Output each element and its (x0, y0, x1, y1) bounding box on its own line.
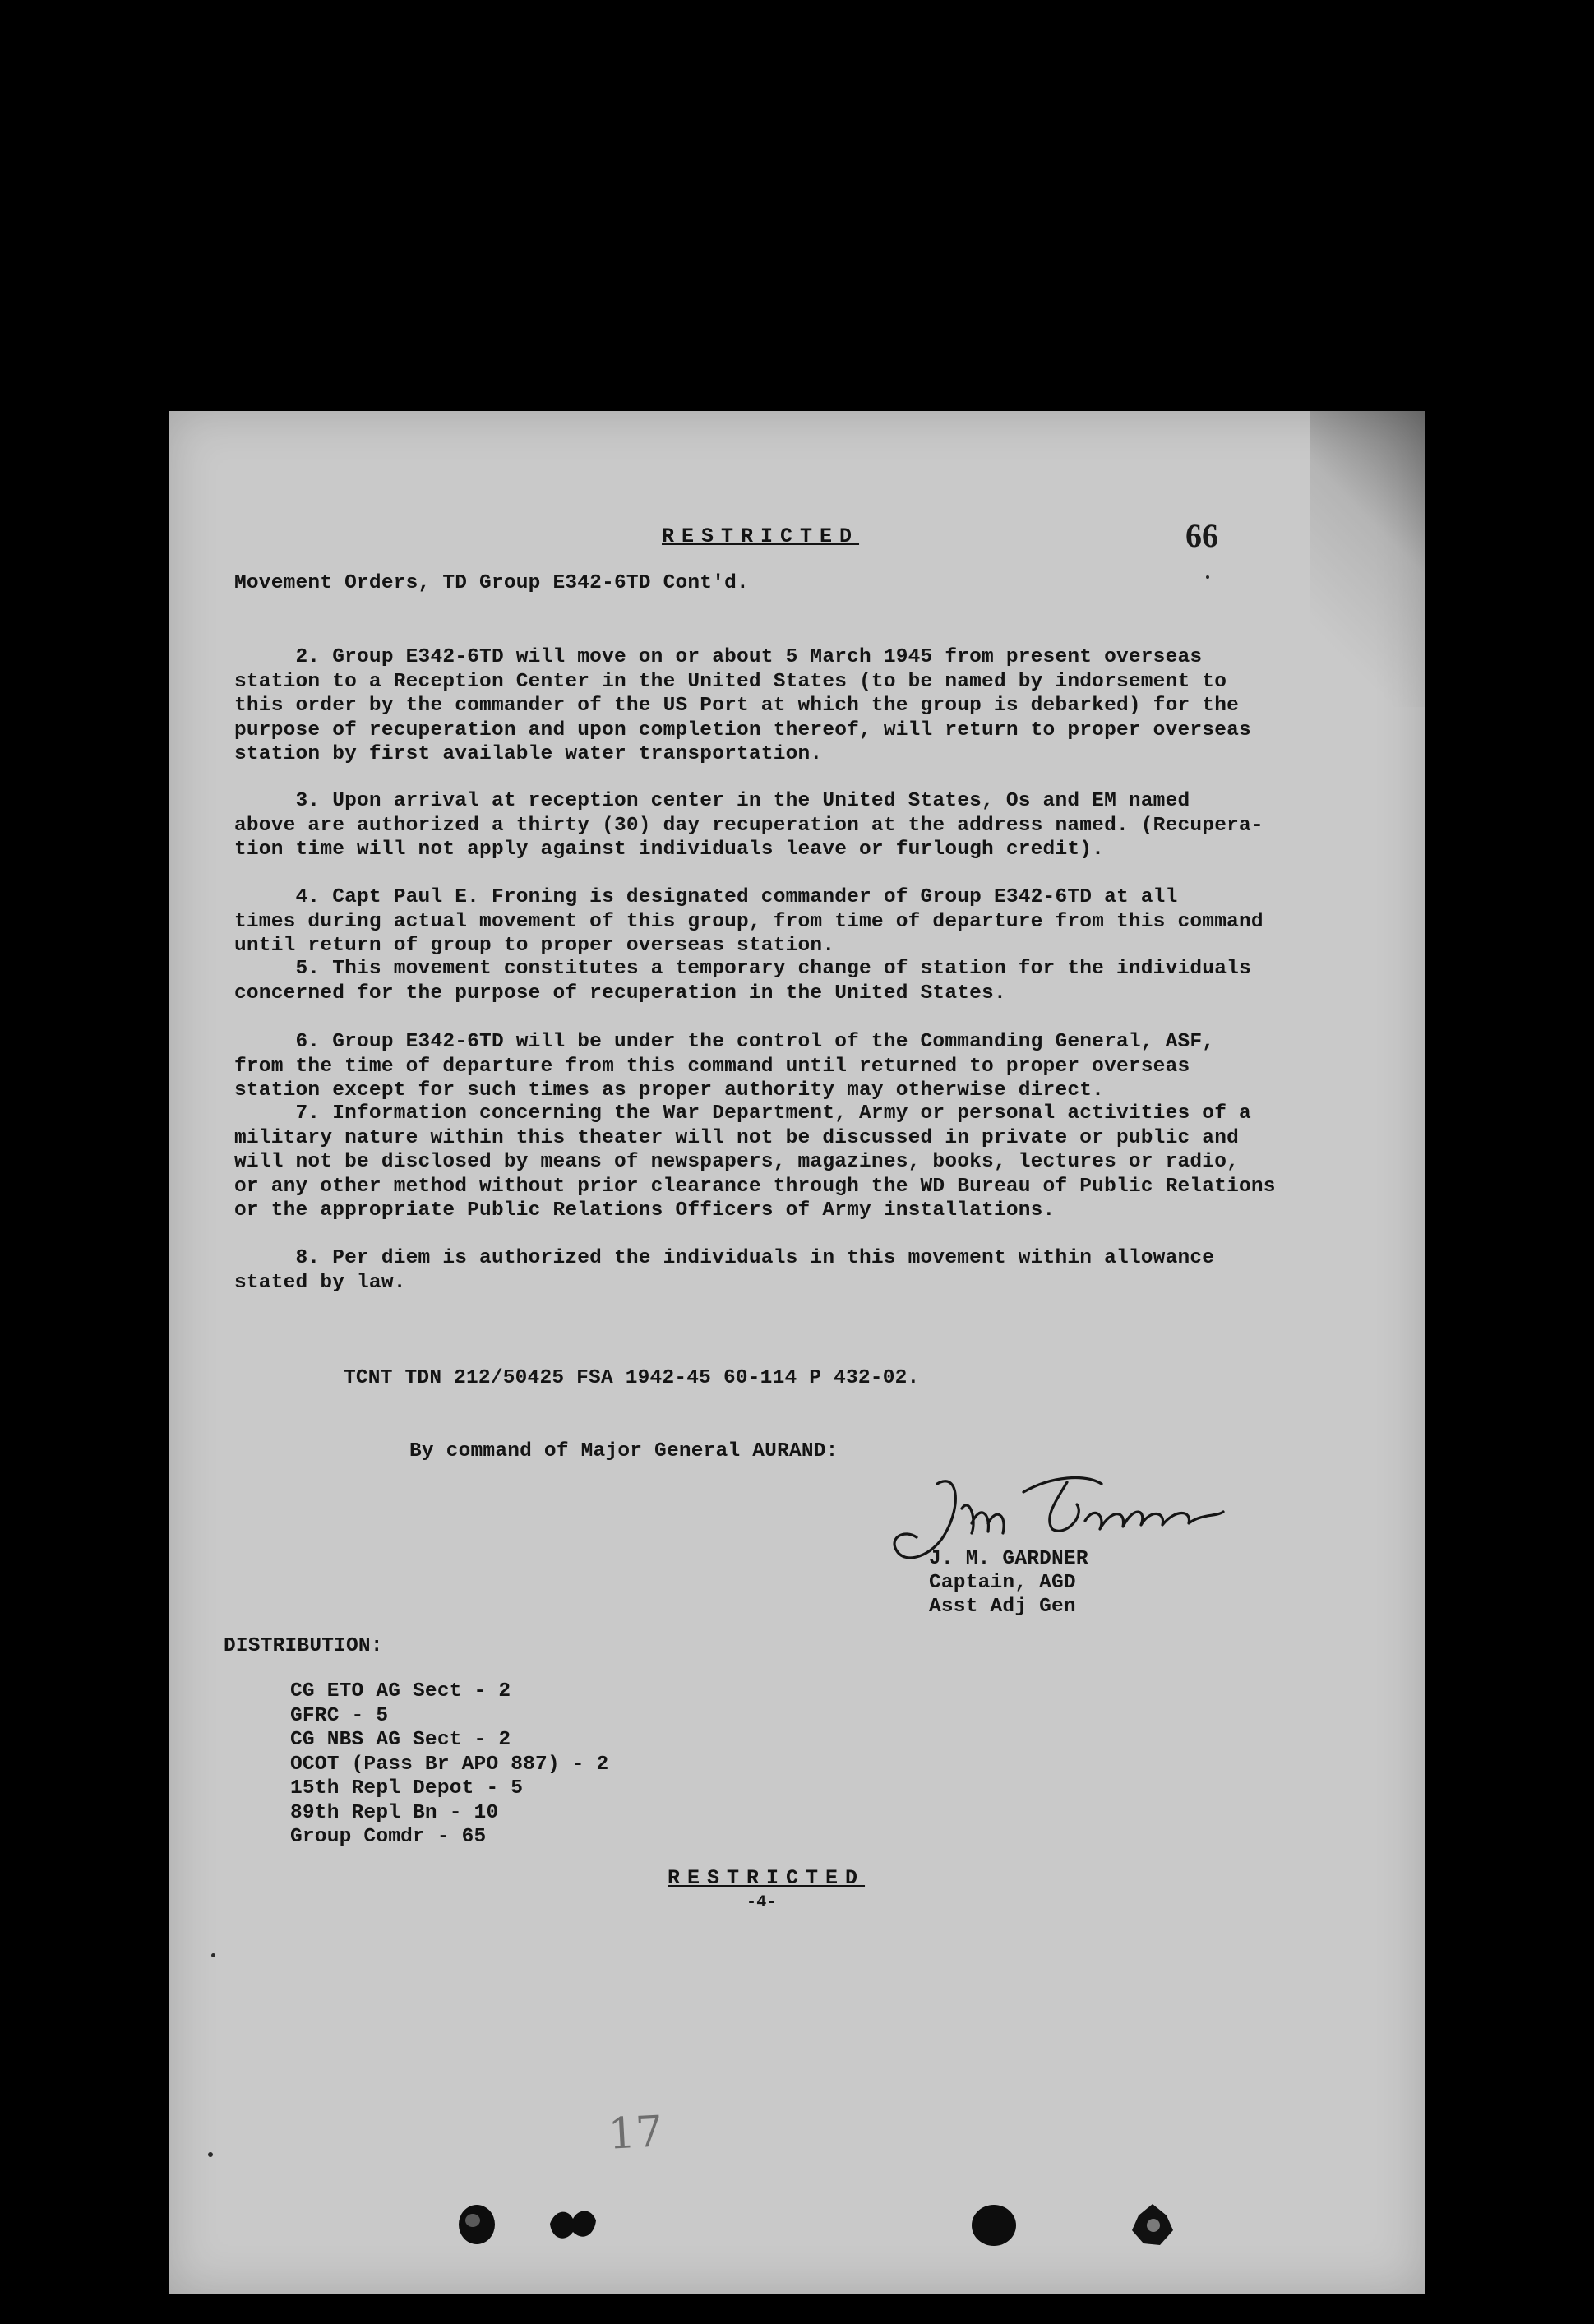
paragraph-4-line: times during actual movement of this group, from time of departure from this command (234, 910, 1264, 933)
paragraph-2-line: 2. Group E342-6TD will move on or about 5 March 1945 from present overseas (234, 646, 1203, 668)
punch-hole-3-icon (964, 2199, 1022, 2250)
page-number: 66 (1185, 517, 1218, 554)
paragraph-7-line: military nature within this theater will not be discussed in private or public and (234, 1126, 1239, 1149)
handwritten-note: 17 (607, 2107, 664, 2160)
speck (1206, 575, 1209, 579)
paragraph-7-line: 7. Information concerning the War Department, Army or personal activities of a (234, 1102, 1251, 1125)
accounting-line: TCNT TDN 212/50425 FSA 1942-45 60-114 P 432-02. (344, 1367, 920, 1389)
distribution-item: 15th Repl Depot - 5 (290, 1777, 524, 1800)
punch-hole-1-icon (448, 2199, 506, 2250)
paragraph-7-line: or any other method without prior clearance through the WD Bureau of Public Relations (234, 1175, 1276, 1198)
paragraph-3-line: tion time will not apply against individuals leave or furlough credit). (234, 839, 1105, 861)
paragraph-6-line: station except for such times as proper authority may otherwise direct. (234, 1079, 1105, 1102)
distribution-item: GFRC - 5 (290, 1704, 389, 1727)
distribution-item: Group Comdr - 65 (290, 1826, 487, 1848)
distribution-item: CG NBS AG Sect - 2 (290, 1729, 511, 1751)
distribution-heading: DISTRIBUTION: (224, 1635, 383, 1657)
punch-hole-2-icon (543, 2199, 601, 2250)
punch-hole-4-icon (1124, 2199, 1181, 2250)
paragraph-6-line: from the time of departure from this command until returned to proper overseas (234, 1055, 1190, 1078)
signer-rank: Captain, AGD (929, 1572, 1076, 1594)
speck (211, 1953, 215, 1957)
document-page (169, 411, 1425, 2294)
signer-name: J. M. GARDNER (929, 1548, 1088, 1570)
speck (208, 2152, 213, 2157)
paragraph-4-line: 4. Capt Paul E. Froning is designated commander of Group E342-6TD at all (234, 886, 1178, 908)
paragraph-2-line: station by first available water transportation. (234, 743, 823, 765)
paragraph-2-line: station to a Reception Center in the United States (to be named by indorsement to (234, 670, 1227, 693)
paragraph-7-line: will not be disclosed by means of newspapers, magazines, books, lectures or radio, (234, 1151, 1239, 1173)
paragraph-7-line: or the appropriate Public Relations Officers of Army installations. (234, 1199, 1056, 1222)
paragraph-8-line: 8. Per diem is authorized the individuals in this movement within allowance (234, 1247, 1215, 1269)
distribution-item: OCOT (Pass Br APO 887) - 2 (290, 1753, 609, 1776)
paragraph-3-line: 3. Upon arrival at reception center in the United States, Os and EM named (234, 790, 1190, 812)
paragraph-4-line: until return of group to proper overseas station. (234, 935, 835, 957)
paragraph-5-line: concerned for the purpose of recuperation in the United States. (234, 982, 1006, 1005)
paragraph-2-line: purpose of recuperation and upon completion thereof, will return to proper overseas (234, 718, 1251, 742)
paragraph-5-line: 5. This movement constitutes a temporary change of station for the individuals (234, 958, 1251, 980)
signer-title: Asst Adj Gen (929, 1596, 1076, 1618)
paragraph-3-line: above are authorized a thirty (30) day recuperation at the address named. (Recupera- (234, 814, 1264, 837)
paragraph-8-line: stated by law. (234, 1271, 406, 1294)
footer-classification: RESTRICTED (668, 1866, 866, 1890)
subject-line: Movement Orders, TD Group E342-6TD Cont'd. (234, 572, 749, 594)
header-classification: RESTRICTED (662, 524, 860, 548)
paragraph-6-line: 6. Group E342-6TD will be under the control of the Commanding General, ASF, (234, 1031, 1215, 1053)
paragraph-2-line: this order by the commander of the US Port at which the group is debarked) for the (234, 695, 1239, 717)
footer-page-marker: -4- (746, 1893, 777, 1912)
command-line: By command of Major General AURAND: (409, 1440, 839, 1462)
distribution-item: 89th Repl Bn - 10 (290, 1801, 499, 1824)
distribution-item: CG ETO AG Sect - 2 (290, 1680, 511, 1703)
